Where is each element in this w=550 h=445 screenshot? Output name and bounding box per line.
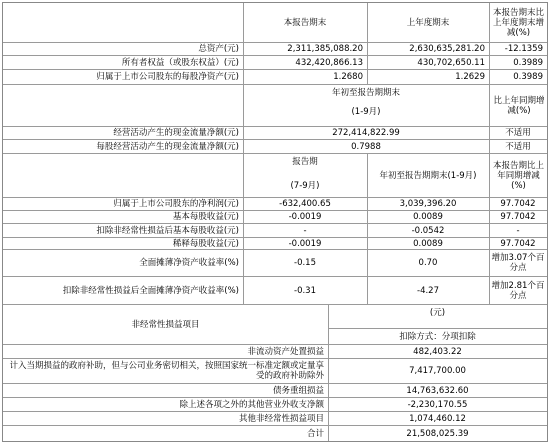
row-label: 计入当期损益的政府补助，但与公司业务密切相关，按照国家统一标准定额或定量享受的政府补助除外 (9, 361, 324, 381)
row-label: 全面摊薄净资产收益率(%) (139, 258, 239, 268)
row-label: 基本每股收益(元) (172, 212, 239, 222)
header-change-pct: 本报告期末比上年度期末增减(%) (492, 7, 544, 38)
cell-change: 0.3989 (513, 57, 543, 68)
cell-change: 0.3989 (513, 72, 543, 82)
header-nonrecurring-items: 非经常性损益项目 (131, 319, 200, 330)
header-ytd-sub: (1-9月) (351, 107, 381, 117)
header-period: 报告期 (292, 157, 318, 167)
cell-period: -0.0019 (288, 238, 322, 249)
row-label: 每股经营活动产生的现金流量净额(元) (96, 141, 239, 152)
cell-value: 1,074,460.12 (409, 413, 466, 424)
cell-ytd: 3,039,396.20 (399, 199, 457, 209)
cell-current: 2,311,385,088.20 (287, 44, 363, 54)
cell-change: 97.7042 (500, 199, 536, 209)
header-ytd: 年初至报告期期末(1-9月) (379, 170, 477, 181)
cell-value: 482,403.22 (413, 346, 462, 357)
row-label: 其他非经常性损益项目 (238, 413, 324, 424)
cell-ytd: 0.0089 (413, 212, 443, 222)
cell-period: -0.31 (294, 285, 316, 296)
cell-ytd: 0.70 (418, 258, 438, 268)
cell-ytd: 272,414,822.99 (332, 128, 400, 138)
cell-value: -2,230,170.55 (407, 399, 468, 410)
cell-value: 14,763,632.60 (406, 385, 469, 396)
cell-current: 432,420,866.13 (295, 57, 363, 68)
header-current-period-end: 本报告期末 (283, 17, 327, 28)
row-label: 归属于上市公司股东的每股净资产(元) (96, 72, 239, 82)
cell-ytd: -4.27 (417, 285, 439, 296)
cell-change: 增加3.07个百分点 (491, 253, 545, 273)
header-prior-year-end: 上年度期末 (406, 17, 450, 28)
cell-change: 不适用 (505, 141, 531, 152)
cell-change: - (516, 225, 520, 236)
cell-period: -632,400.65 (279, 199, 331, 209)
row-label: 经营活动产生的现金流量净额(元) (113, 128, 239, 138)
financial-table (2, 2, 548, 442)
header-unit: (元) (429, 308, 446, 318)
cell-ytd: 0.7988 (351, 141, 381, 152)
cell-period: -0.0019 (288, 212, 322, 222)
cell-period: -0.15 (294, 258, 316, 268)
cell-value: 7,417,700.00 (409, 366, 466, 376)
header-yoy-change: 比上年同期增减(%) (493, 95, 545, 116)
header-period-change: 本报告期比上年同期增减(%) (492, 160, 544, 191)
row-label: 除上述各项之外的其他营业外收支净额 (179, 399, 324, 410)
cell-change: 97.7042 (500, 212, 536, 222)
cell-change: 增加2.81个百分点 (491, 280, 545, 301)
cell-change: -12.1359 (504, 44, 543, 54)
cell-change: 97.7042 (500, 238, 536, 249)
cell-prev: 1.2629 (455, 72, 485, 82)
header-deduction-method: 扣除方式：分项扣除 (399, 331, 476, 342)
cell-period: - (303, 225, 307, 236)
cell-change: 不适用 (505, 128, 531, 138)
row-label: 归属于上市公司股东的净利润(元) (113, 199, 239, 209)
row-label: 所有者权益（或股东权益）(元) (121, 57, 239, 68)
row-label-total: 合计 (306, 428, 324, 439)
header-period-sub: (7-9月) (290, 181, 320, 191)
row-label: 稀释每股收益(元) (172, 238, 239, 249)
row-label: 扣除非经常性损益后基本每股收益(元) (96, 225, 239, 236)
row-label: 非流动资产处置损益 (247, 346, 324, 357)
cell-prev: 2,630,635,281.20 (409, 44, 485, 54)
cell-ytd: 0.0089 (413, 238, 443, 249)
cell-ytd: -0.0542 (411, 225, 445, 236)
cell-current: 1.2680 (333, 72, 363, 82)
row-label: 扣除非经常性损益后全面摊薄净资产收益率(%) (62, 285, 239, 296)
cell-prev: 430,702,650.11 (417, 57, 485, 68)
row-label: 债务重组损益 (272, 385, 324, 396)
cell-value-total: 21,508,025.39 (406, 428, 469, 439)
row-label: 总资产(元) (198, 44, 239, 54)
header-ytd: 年初至报告期期末 (331, 88, 400, 98)
